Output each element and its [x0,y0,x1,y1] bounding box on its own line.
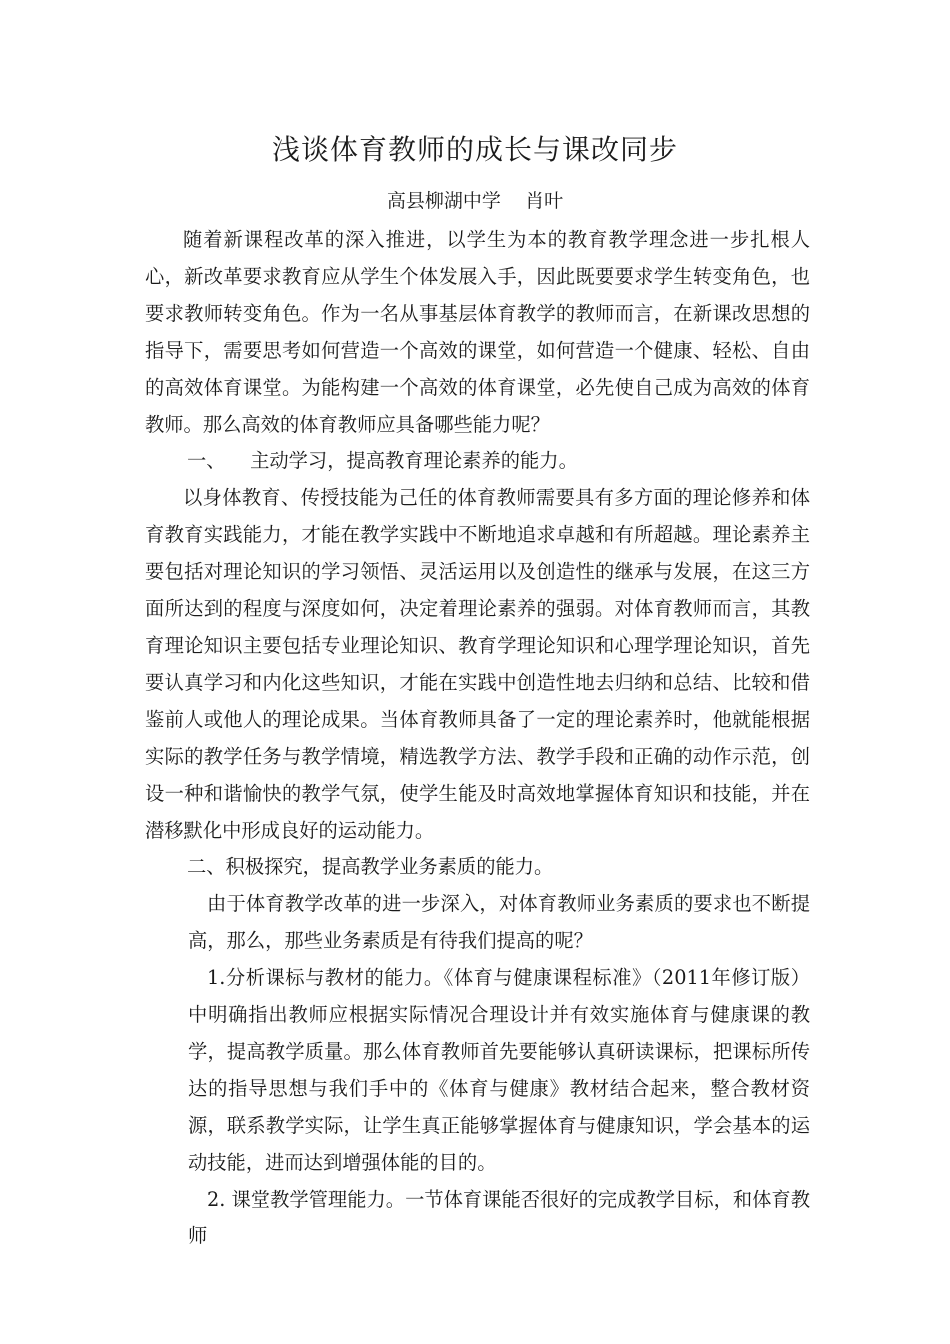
intro-paragraph: 随着新课程改革的深入推进，以学生为本的教育教学理念进一步扎根人心，新改革要求教育应从学生个体发展入手，因此既要要求学生转变角色，也要求教师转变角色。作为一名从事基层体育教学的教师而言，在新课改思想的指导下，需要思考如何营造一个高效的课堂，如何营造一个健康、轻松、自由的高效体育课堂。为能构建一个高效的体育课堂，必先使自己成为高效的体育教师。那么高效的体育教师应具备哪些能力呢？ [145,228,810,436]
document-title: 浅谈体育教师的成长与课改同步 [271,133,678,166]
section-heading-2: 二、积极探究，提高教学业务素质的能力。 [187,855,554,879]
section-1-paragraph: 以身体教育、传授技能为己任的体育教师需要具有多方面的理论修养和体育教育实践能力，才能在教学实践中不断地追求卓越和有所超越。理论素养主要包括对理论知识的学习领悟、灵活运用以及创造性的继承与发展，在这三方面所达到的程度与深度如何，决定着理论素养的强弱。对体育教师而言，其教育理论知识主要包括专业理论知识、教育学理论知识和心理学理论知识，首先要认真学习和内化这些知识，才能在实践中创造性地去归纳和总结、比较和借鉴前人或他人的理论成果。当体育教师具备了一定的理论素养时，他就能根据实际的教学任务与教学情境，精选教学方法、教学手段和正确的动作示范，创设一种和谐愉快的教学气氛，使学生能及时高效地掌握体育知识和技能，并在潜移默化中形成良好的运动能力。 [145,486,810,842]
section-heading-1: 一、 主动学习，提高教育理论素养的能力。 [187,449,578,473]
document-author: 高县柳湖中学 肖叶 [386,190,564,212]
document-body [145,222,810,1255]
section-2-intro-paragraph: 由于体育教学改革的进一步深入，对体育教师业务素质的要求也不断提高，那么，那些业务素质是有待我们提高的呢？ [188,892,810,953]
list-item-1: 1.分析课标与教材的能力。《体育与健康课程标准》（2011年修订版）中明确指出教师应根据实际情况合理设计并有效实施体育与健康课的教学，提高教学质量。那么体育教师首先要能够认真研读课标，把课标所传达的指导思想与我们手中的《体育与健康》教材结合起来，整合教材资源，联系教学实际，让学生真正能够掌握体育与健康知识，学会基本的运动技能，进而达到增强体能的目的。 [188,966,810,1174]
list-item-2: 2. 课堂教学管理能力。一节体育课能否很好的完成教学目标，和体育教师 [188,1187,810,1248]
